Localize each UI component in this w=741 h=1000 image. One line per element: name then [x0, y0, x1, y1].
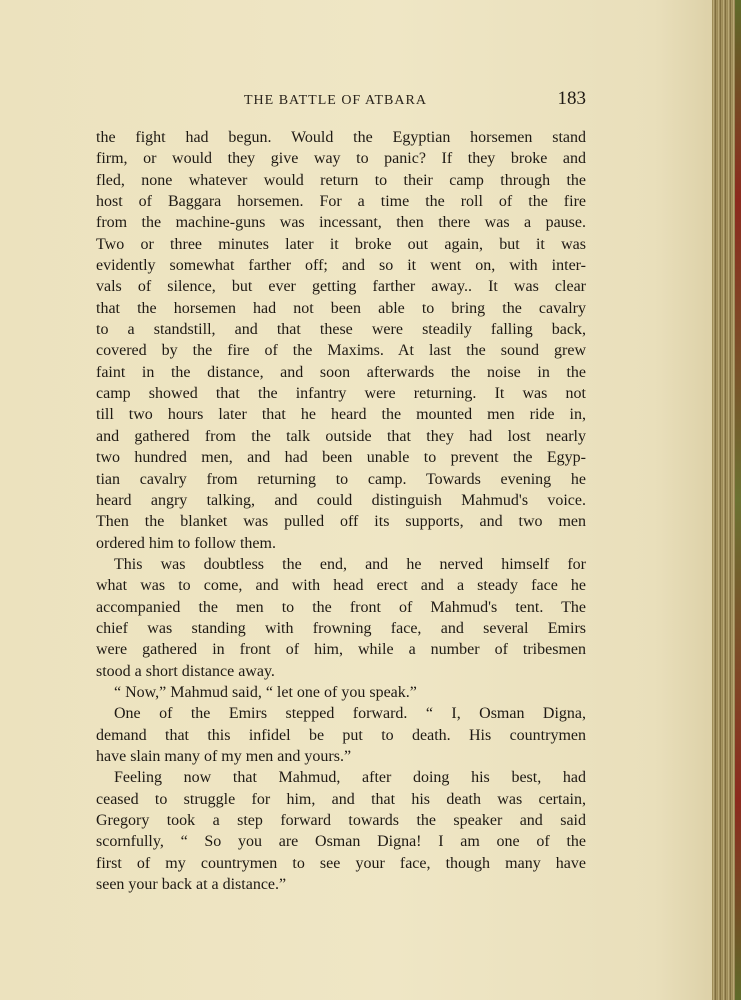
text-line: “ Now,” Mahmud said, “ let one of you speak.” [114, 683, 417, 701]
text-line: till two hours later that he heard the mounted men ride in, [96, 406, 586, 424]
text-line: demand that this infidel be put to death. His countrymen [96, 726, 586, 744]
text-line: scornfully, “ So you are Osman Digna! I am one of the [96, 833, 586, 851]
body-text [96, 127, 586, 895]
text-line: Gregory took a step forward towards the speaker and said [96, 812, 586, 829]
text-line: were gathered in front of him, while a number of tribesmen [96, 641, 586, 659]
text-line: Two or three minutes later it broke out again, but it was [96, 235, 586, 253]
text-line: chief was standing with frowning face, and several Emirs [96, 619, 586, 637]
text-line: the fight had begun. Would the Egyptian horsemen stand [96, 129, 586, 146]
text-line: stood a short distance away. [96, 662, 275, 680]
text-line: faint in the distance, and soon afterwards the noise in the [96, 363, 586, 381]
text-line: tian cavalry from returning to camp. Towards evening he [96, 470, 586, 488]
text-line: two hundred men, and had been unable to prevent the Egyp- [96, 449, 586, 467]
text-line: evidently somewhat farther off; and so it went on, with inter- [96, 257, 586, 275]
text-line: what was to come, and with head erect and a steady face he [96, 577, 586, 595]
text-line: ordered him to follow them. [96, 534, 276, 552]
text-line: first of my countrymen to see your face, though many have [96, 854, 586, 872]
text-line: host of Baggara horsemen. For a time the roll of the fire [96, 193, 586, 211]
text-line: fled, none whatever would return to their camp through the [96, 171, 586, 189]
text-line: Then the blanket was pulled off its supports, and two men [96, 513, 586, 531]
text-line: vals of silence, but ever getting farther away.. It was clear [96, 278, 586, 296]
text-line: camp showed that the infantry were returning. It was not [96, 385, 586, 403]
text-line: and gathered from the talk outside that they had lost nearly [96, 427, 586, 445]
text-line: seen your back at a distance.” [96, 876, 287, 894]
text-line: covered by the fire of the Maxims. At last the sound grew [96, 342, 586, 360]
text-line: Feeling now that Mahmud, after doing his best, had [114, 769, 586, 787]
running-head [96, 88, 586, 114]
text-line: have slain many of my men and yours.” [96, 747, 352, 765]
text-line: to a standstill, and that these were steadily falling back, [96, 321, 586, 339]
text-line: This was doubtless the end, and he nerved himself for [114, 555, 586, 573]
running-title: THE BATTLE OF ATBARA [244, 93, 427, 108]
text-line: ceased to struggle for him, and that his death was certain, [96, 790, 586, 808]
text-line: from the machine-guns was incessant, then there was a pause. [96, 214, 586, 232]
page-number: 183 [557, 88, 586, 109]
text-line: firm, or would they give way to panic? If they broke and [96, 150, 586, 168]
text-line: One of the Emirs stepped forward. “ I, Osman Digna, [114, 705, 586, 723]
text-line: heard angry talking, and could distinguish Mahmud's voice. [96, 491, 586, 509]
text-line: that the horsemen had not been able to bring the cavalry [96, 299, 586, 317]
book-page-edge [712, 0, 741, 1000]
text-line: accompanied the men to the front of Mahmud's tent. The [96, 598, 586, 616]
